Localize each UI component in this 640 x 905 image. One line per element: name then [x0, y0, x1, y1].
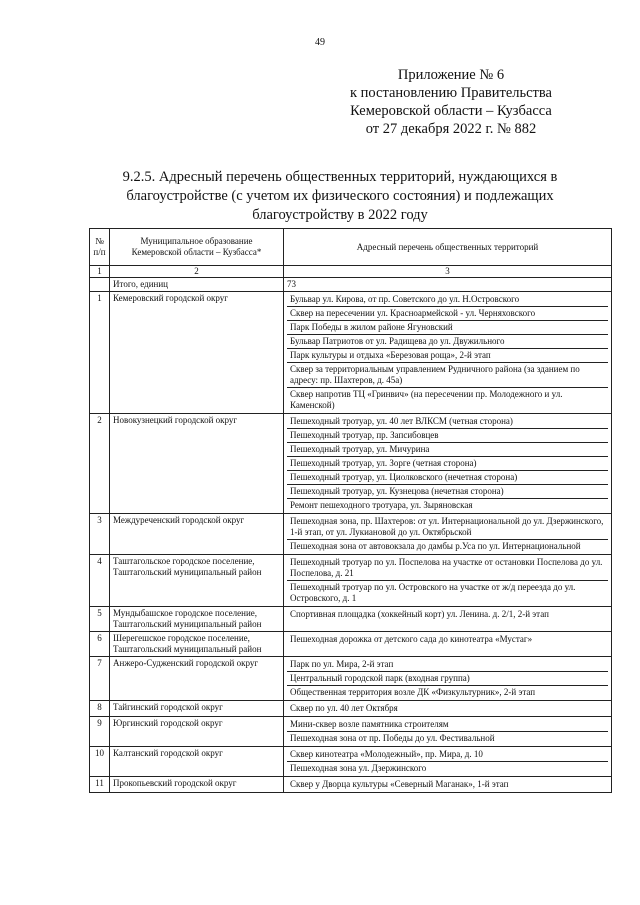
row-number: 2 — [90, 414, 110, 514]
appendix-line: к постановлению Правительства — [350, 85, 552, 101]
total-number-cell — [90, 278, 110, 292]
territories-table — [89, 228, 612, 793]
total-value: 73 — [284, 278, 612, 292]
address-item: Сквер кинотеатра «Молодежный», пр. Мира, д. 10 — [287, 748, 608, 762]
municipality-name: Новокузнецкий городской округ — [110, 414, 284, 514]
row-number: 10 — [90, 747, 110, 777]
header-municipality-line: Кемеровской области – Кузбасса* — [131, 247, 262, 257]
appendix-line: от 27 декабря 2022 г. № 882 — [365, 121, 537, 137]
address-item: Спортивная площадка (хоккейный корт) ул. Ленина. д. 2/1, 2-й этап — [290, 609, 549, 619]
row-number: 7 — [90, 657, 110, 701]
address-item: Пешеходная зона от автовокзала до дамбы р.Уса по ул. Интернациональной — [290, 541, 581, 551]
municipality-name: Юргинский городской округ — [110, 717, 284, 747]
address-item: Пешеходная зона, пр. Шахтеров: от ул. Интернациональной до ул. Дзержинского, 1-й этап, от ул. Лукиановой до ул. Октябрьской — [287, 515, 608, 540]
municipality-name: Тайгинский городской округ — [110, 701, 284, 717]
appendix-block — [350, 66, 552, 138]
table-row — [90, 414, 612, 514]
municipality-name: Кемеровский городской округ — [110, 292, 284, 414]
address-item: Сквер у Дворца культуры «Северный Маганак», 1-й этап — [290, 779, 509, 789]
row-number: 11 — [90, 777, 110, 793]
title-line: благоустройству в 2022 году — [252, 207, 428, 223]
header-number-line: № — [95, 236, 104, 246]
table-header-row — [90, 229, 612, 266]
header-addresses: Адресный перечень общественных территорий — [284, 229, 612, 266]
address-list — [284, 657, 612, 701]
table-row — [90, 777, 612, 793]
address-item: Бульвар Патриотов от ул. Радищева до ул. Двужильного — [287, 335, 608, 349]
address-item: Бульвар ул. Кирова, от пр. Советского до ул. Н.Островского — [287, 293, 608, 307]
address-item: Пешеходный тротуар по ул. Поспелова на участке от остановки Поспелова до ул. Поспелова, д. 21 — [287, 556, 608, 581]
address-list — [284, 632, 612, 657]
address-item: Мини-сквер возле памятника строителям — [287, 718, 608, 732]
address-item: Пешеходная дорожка от детского сада до кинотеатра «Мустаг» — [290, 634, 533, 644]
address-item: Пешеходный тротуар, ул. Циолковского (нечетная сторона) — [287, 471, 608, 485]
index-cell: 1 — [90, 266, 110, 278]
row-number: 8 — [90, 701, 110, 717]
address-item: Центральный городской парк (входная группа) — [287, 672, 608, 686]
address-item: Пешеходный тротуар, ул. 40 лет ВЛКСМ (четная сторона) — [287, 415, 608, 429]
table-row — [90, 555, 612, 607]
total-row — [90, 278, 612, 292]
address-item: Сквер по ул. 40 лет Октября — [290, 703, 398, 713]
municipality-name: Анжеро-Судженский городской округ — [110, 657, 284, 701]
municipality-name: Прокопьевский городской округ — [110, 777, 284, 793]
address-list — [284, 607, 612, 632]
address-list — [284, 514, 612, 555]
index-cell: 2 — [110, 266, 284, 278]
address-item: Пешеходная зона от пр. Победы до ул. Фестивальной — [290, 733, 495, 743]
document-title — [100, 168, 580, 225]
table-row — [90, 607, 612, 632]
address-item: Общественная территория возле ДК «Физкультурник», 2-й этап — [290, 687, 536, 697]
table-row — [90, 632, 612, 657]
address-item: Парк по ул. Мира, 2-й этап — [287, 658, 608, 672]
address-item: Пешеходный тротуар, ул. Мичурина — [287, 443, 608, 457]
address-list — [284, 555, 612, 607]
address-item: Пешеходный тротуар, ул. Зорге (четная сторона) — [287, 457, 608, 471]
address-list — [284, 292, 612, 414]
index-row — [90, 266, 612, 278]
table-row — [90, 701, 612, 717]
page-number: 49 — [315, 37, 325, 48]
municipality-name: Калтанский городской округ — [110, 747, 284, 777]
table-row — [90, 657, 612, 701]
table-row — [90, 514, 612, 555]
address-item: Сквер напротив ТЦ «Гринвич» (на пересечении пр. Молодежного и ул. Каменской) — [290, 389, 563, 410]
address-item: Пешеходный тротуар, ул. Кузнецова (нечетная сторона) — [287, 485, 608, 499]
municipality-name: Мундыбашское городское поселение, Таштагольский муниципальный район — [110, 607, 284, 632]
header-municipality — [110, 229, 284, 266]
table-row — [90, 717, 612, 747]
address-item: Парк Победы в жилом районе Ягуновский — [287, 321, 608, 335]
address-list — [284, 414, 612, 514]
header-number — [90, 229, 110, 266]
header-number-line: п/п — [93, 247, 106, 257]
address-list — [284, 777, 612, 793]
header-municipality-line: Муниципальное образование — [140, 236, 253, 246]
total-label: Итого, единиц — [110, 278, 284, 292]
address-item: Парк культуры и отдыха «Березовая роща», 2-й этап — [287, 349, 608, 363]
row-number: 4 — [90, 555, 110, 607]
row-number: 6 — [90, 632, 110, 657]
row-number: 5 — [90, 607, 110, 632]
row-number: 3 — [90, 514, 110, 555]
municipality-name: Таштагольское городское поселение, Таштагольский муниципальный район — [110, 555, 284, 607]
table-row — [90, 747, 612, 777]
municipality-name: Междуреченский городской округ — [110, 514, 284, 555]
title-line: 9.2.5. Адресный перечень общественных территорий, нуждающихся в — [122, 169, 558, 185]
address-item: Пешеходный тротуар, пр. Запсибовцев — [287, 429, 608, 443]
address-item: Пешеходный тротуар по ул. Островского на участке от ж/д переезда до ул. Островского, д. 1 — [290, 582, 576, 603]
address-item: Пешеходная зона ул. Дзержинского — [290, 763, 427, 773]
address-item: Сквер на пересечении ул. Красноармейской - ул. Черняховского — [287, 307, 608, 321]
address-list — [284, 717, 612, 747]
index-cell: 3 — [284, 266, 612, 278]
row-number: 9 — [90, 717, 110, 747]
municipality-name: Шерегешское городское поселение, Таштагольский муниципальный район — [110, 632, 284, 657]
appendix-line: Кемеровской области – Кузбасса — [350, 103, 552, 119]
address-list — [284, 701, 612, 717]
address-item: Ремонт пешеходного тротуара, ул. Зыряновская — [290, 500, 473, 510]
table-row — [90, 292, 612, 414]
title-line: благоустройстве (с учетом их физического состояния) и подлежащих — [126, 188, 554, 204]
address-list — [284, 747, 612, 777]
appendix-line: Приложение № 6 — [397, 67, 505, 83]
row-number: 1 — [90, 292, 110, 414]
address-item: Сквер за территориальным управлением Рудничного района (за зданием по адресу: пр. Шахтеров, д. 45а) — [287, 363, 608, 388]
